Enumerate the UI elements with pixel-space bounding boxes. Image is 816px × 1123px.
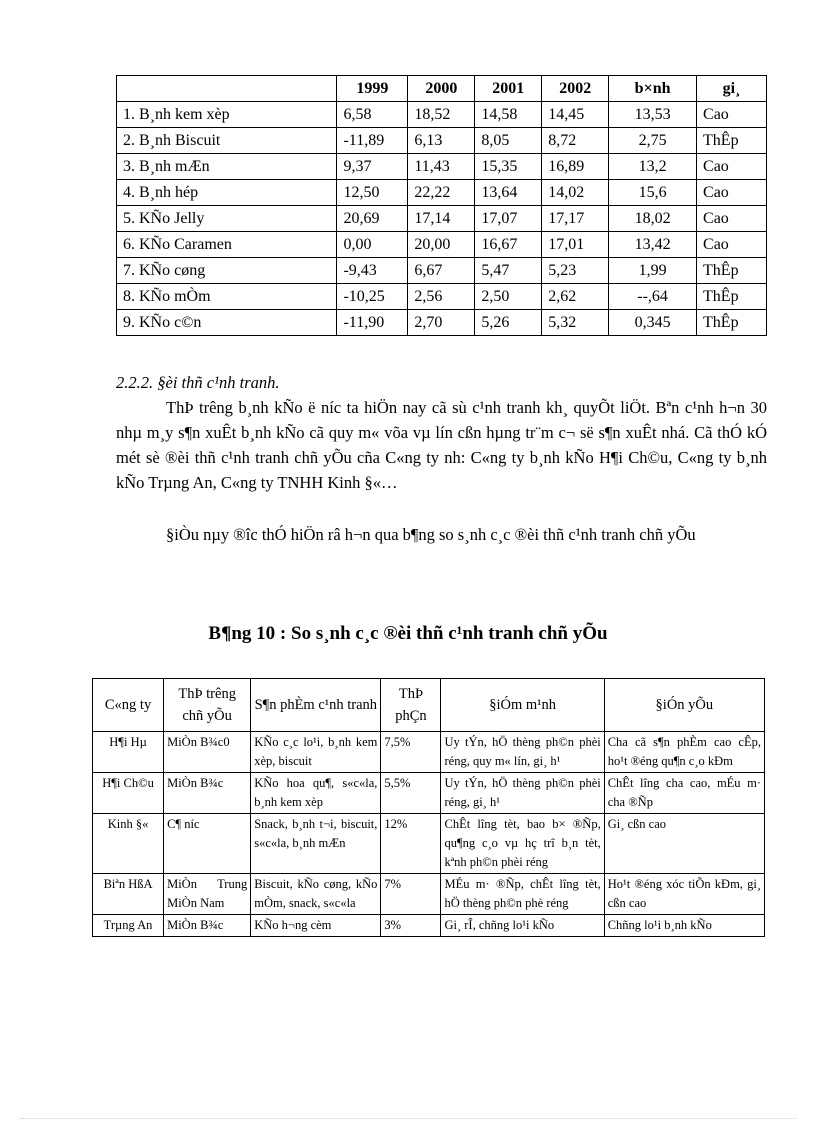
paragraph-comparison-intro: §iÒu nµy ®îc thÓ hiÖn râ h¬n qua b¶ng so s¸nh c¸c ®èi thñ c¹nh tranh chñ yÕu — [166, 525, 696, 544]
weakness-cell: Chñng lo¹i b¸nh kÑo — [604, 915, 764, 937]
weakness-cell: ChÊt lîng cha cao, mÉu m· cha ®Ñp — [604, 773, 764, 814]
header-cell: S¶n phÈm c¹nh tranh — [251, 679, 381, 732]
value-cell: 17,01 — [542, 232, 609, 258]
value-cell: 9,37 — [337, 154, 408, 180]
value-cell: 16,89 — [542, 154, 609, 180]
table-row — [93, 915, 765, 937]
product-name-cell: 3. B¸nh mÆn — [117, 154, 337, 180]
value-cell: Cao — [697, 154, 767, 180]
table-row — [93, 773, 765, 814]
value-cell: 15,6 — [609, 180, 697, 206]
strength-cell: Uy tÝn, hÖ thèng ph©n phèi réng, quy m« lín, gi¸ h¹ — [441, 732, 604, 773]
table-title: B¶ng 10 : So s¸nh c¸c ®èi thñ c¹nh tranh chñ yÕu — [208, 623, 608, 644]
table-header-row — [117, 76, 767, 102]
market-cell: MiÒn B¾c — [164, 773, 251, 814]
value-cell: -11,90 — [337, 310, 408, 336]
table-row — [117, 284, 767, 310]
value-cell: Cao — [697, 232, 767, 258]
table-row — [117, 180, 767, 206]
share-cell: 7,5% — [381, 732, 441, 773]
value-cell: 13,2 — [609, 154, 697, 180]
market-cell: MiÒn B¾c0 — [164, 732, 251, 773]
strength-cell: Uy tÝn, hÖ thèng ph©n phèi réng, gi¸ h¹ — [441, 773, 604, 814]
product-cell: KÑo hoa qu¶, s«c«la, b¸nh kem xèp — [251, 773, 381, 814]
value-cell: 14,02 — [542, 180, 609, 206]
value-cell: -11,89 — [337, 128, 408, 154]
value-cell: 12,50 — [337, 180, 408, 206]
market-cell: MiÒn Trung MiÒn Nam — [164, 874, 251, 915]
table-row — [117, 310, 767, 336]
header-cell: 1999 — [337, 76, 408, 102]
product-name-cell: 6. KÑo Caramen — [117, 232, 337, 258]
company-cell: H¶i Hµ — [93, 732, 164, 773]
header-cell: C«ng ty — [93, 679, 164, 732]
value-cell: 17,07 — [475, 206, 542, 232]
weakness-cell: Cha cã s¶n phÈm cao cÊp, ho¹t ®éng qu¶n c¸o kÐm — [604, 732, 764, 773]
header-cell: ThÞ trêng chñ yÕu — [164, 679, 251, 732]
value-cell: 13,53 — [609, 102, 697, 128]
header-cell: b×nh — [609, 76, 697, 102]
table-row — [117, 206, 767, 232]
strength-cell: ChÊt lîng tèt, bao b× ®Ñp, qu¶ng c¸o vµ hç trî b¸n tèt, kªnh ph©n phèi réng — [441, 814, 604, 874]
value-cell: 5,32 — [542, 310, 609, 336]
page-bottom-divider — [20, 1118, 796, 1119]
table-header-row — [93, 679, 765, 732]
market-cell: MiÒn B¾c — [164, 915, 251, 937]
value-cell: Cao — [697, 206, 767, 232]
header-cell: ThÞ phÇn — [381, 679, 441, 732]
section-heading: 2.2.2. §èi thñ c¹nh tranh. — [116, 373, 280, 392]
value-cell: 8,72 — [542, 128, 609, 154]
value-cell: ThÊp — [697, 284, 767, 310]
header-cell: §iÓn yÕu — [604, 679, 764, 732]
table-row — [117, 232, 767, 258]
header-cell: §iÓm m¹nh — [441, 679, 604, 732]
header-cell — [117, 76, 337, 102]
value-cell: 1,99 — [609, 258, 697, 284]
value-cell: 2,50 — [475, 284, 542, 310]
table-row — [93, 732, 765, 773]
share-cell: 5,5% — [381, 773, 441, 814]
value-cell: 2,62 — [542, 284, 609, 310]
value-cell: 17,17 — [542, 206, 609, 232]
weakness-cell: Gi¸ cßn cao — [604, 814, 764, 874]
value-cell: 5,23 — [542, 258, 609, 284]
strength-cell: Gi¸ rÎ, chñng lo¹i kÑo — [441, 915, 604, 937]
value-cell: 15,35 — [475, 154, 542, 180]
competitor-table — [92, 678, 765, 937]
value-cell: 5,26 — [475, 310, 542, 336]
table-row — [117, 128, 767, 154]
value-cell: 6,58 — [337, 102, 408, 128]
share-cell: 12% — [381, 814, 441, 874]
strength-cell: MÉu m· ®Ñp, chÊt lîng tèt, hÖ thèng ph©n phè réng — [441, 874, 604, 915]
company-cell: Biªn HßA — [93, 874, 164, 915]
product-name-cell: 7. KÑo cøng — [117, 258, 337, 284]
value-cell: 2,75 — [609, 128, 697, 154]
table-row — [117, 258, 767, 284]
company-cell: H¶i Ch©u — [93, 773, 164, 814]
table-row — [93, 814, 765, 874]
paragraph-competition: ThÞ trêng b¸nh kÑo ë níc ta hiÖn nay cã sù c¹nh tranh kh¸ quyÕt liÖt. Bªn c¹nh h¬n 30 nhµ m¸y s¶n xuÊt b¸nh kÑo cã quy m« võa vµ lín cßn hµng tr¨m c¬ së s¶n xuÊt nhá. Cã thÓ kÓ mét sè ®èi thñ c¹nh tranh chñ yÕu cña C«ng ty nh: C«ng ty b¸nh kÑo H¶i Ch©u, C«ng ty b¸nh kÑo Trµng An, C«ng ty TNHH Kinh §«… — [116, 398, 767, 492]
value-cell: 14,45 — [542, 102, 609, 128]
value-cell: 20,00 — [408, 232, 475, 258]
value-cell: ThÊp — [697, 258, 767, 284]
market-cell: C¶ níc — [164, 814, 251, 874]
value-cell: 18,02 — [609, 206, 697, 232]
share-cell: 3% — [381, 915, 441, 937]
value-cell: --,64 — [609, 284, 697, 310]
value-cell: ThÊp — [697, 310, 767, 336]
header-cell: 2002 — [542, 76, 609, 102]
company-cell: Trµng An — [93, 915, 164, 937]
value-cell: 0,345 — [609, 310, 697, 336]
value-cell: 2,70 — [408, 310, 475, 336]
value-cell: 11,43 — [408, 154, 475, 180]
value-cell: 16,67 — [475, 232, 542, 258]
value-cell: -10,25 — [337, 284, 408, 310]
product-name-cell: 9. KÑo c©n — [117, 310, 337, 336]
product-name-cell: 8. KÑo mÒm — [117, 284, 337, 310]
value-cell: 0,00 — [337, 232, 408, 258]
table-row — [117, 102, 767, 128]
value-cell: -9,43 — [337, 258, 408, 284]
value-cell: 6,67 — [408, 258, 475, 284]
value-cell: 14,58 — [475, 102, 542, 128]
company-cell: Kinh §« — [93, 814, 164, 874]
table-row — [93, 874, 765, 915]
share-cell: 7% — [381, 874, 441, 915]
product-name-cell: 4. B¸nh hép — [117, 180, 337, 206]
value-cell: 13,64 — [475, 180, 542, 206]
header-cell: 2001 — [475, 76, 542, 102]
product-name-cell: 5. KÑo Jelly — [117, 206, 337, 232]
value-cell: 5,47 — [475, 258, 542, 284]
value-cell: 13,42 — [609, 232, 697, 258]
weakness-cell: Ho¹t ®éng xóc tiÕn kÐm, gi¸ cßn cao — [604, 874, 764, 915]
header-cell: 2000 — [408, 76, 475, 102]
value-cell: 22,22 — [408, 180, 475, 206]
value-cell: Cao — [697, 102, 767, 128]
table-row — [117, 154, 767, 180]
value-cell: 2,56 — [408, 284, 475, 310]
product-name-cell: 1. B¸nh kem xèp — [117, 102, 337, 128]
value-cell: Cao — [697, 180, 767, 206]
header-cell: gi¸ — [697, 76, 767, 102]
growth-table — [116, 75, 767, 336]
product-cell: Snack, b¸nh t¬i, biscuit, s«c«la, b¸nh mÆn — [251, 814, 381, 874]
value-cell: ThÊp — [697, 128, 767, 154]
value-cell: 18,52 — [408, 102, 475, 128]
value-cell: 8,05 — [475, 128, 542, 154]
product-cell: KÑo c¸c lo¹i, b¸nh kem xèp, biscuit — [251, 732, 381, 773]
product-cell: Biscuit, kÑo cøng, kÑo mÒm, snack, s«c«la — [251, 874, 381, 915]
value-cell: 20,69 — [337, 206, 408, 232]
value-cell: 17,14 — [408, 206, 475, 232]
value-cell: 6,13 — [408, 128, 475, 154]
product-name-cell: 2. B¸nh Biscuit — [117, 128, 337, 154]
product-cell: KÑo h¬ng cèm — [251, 915, 381, 937]
